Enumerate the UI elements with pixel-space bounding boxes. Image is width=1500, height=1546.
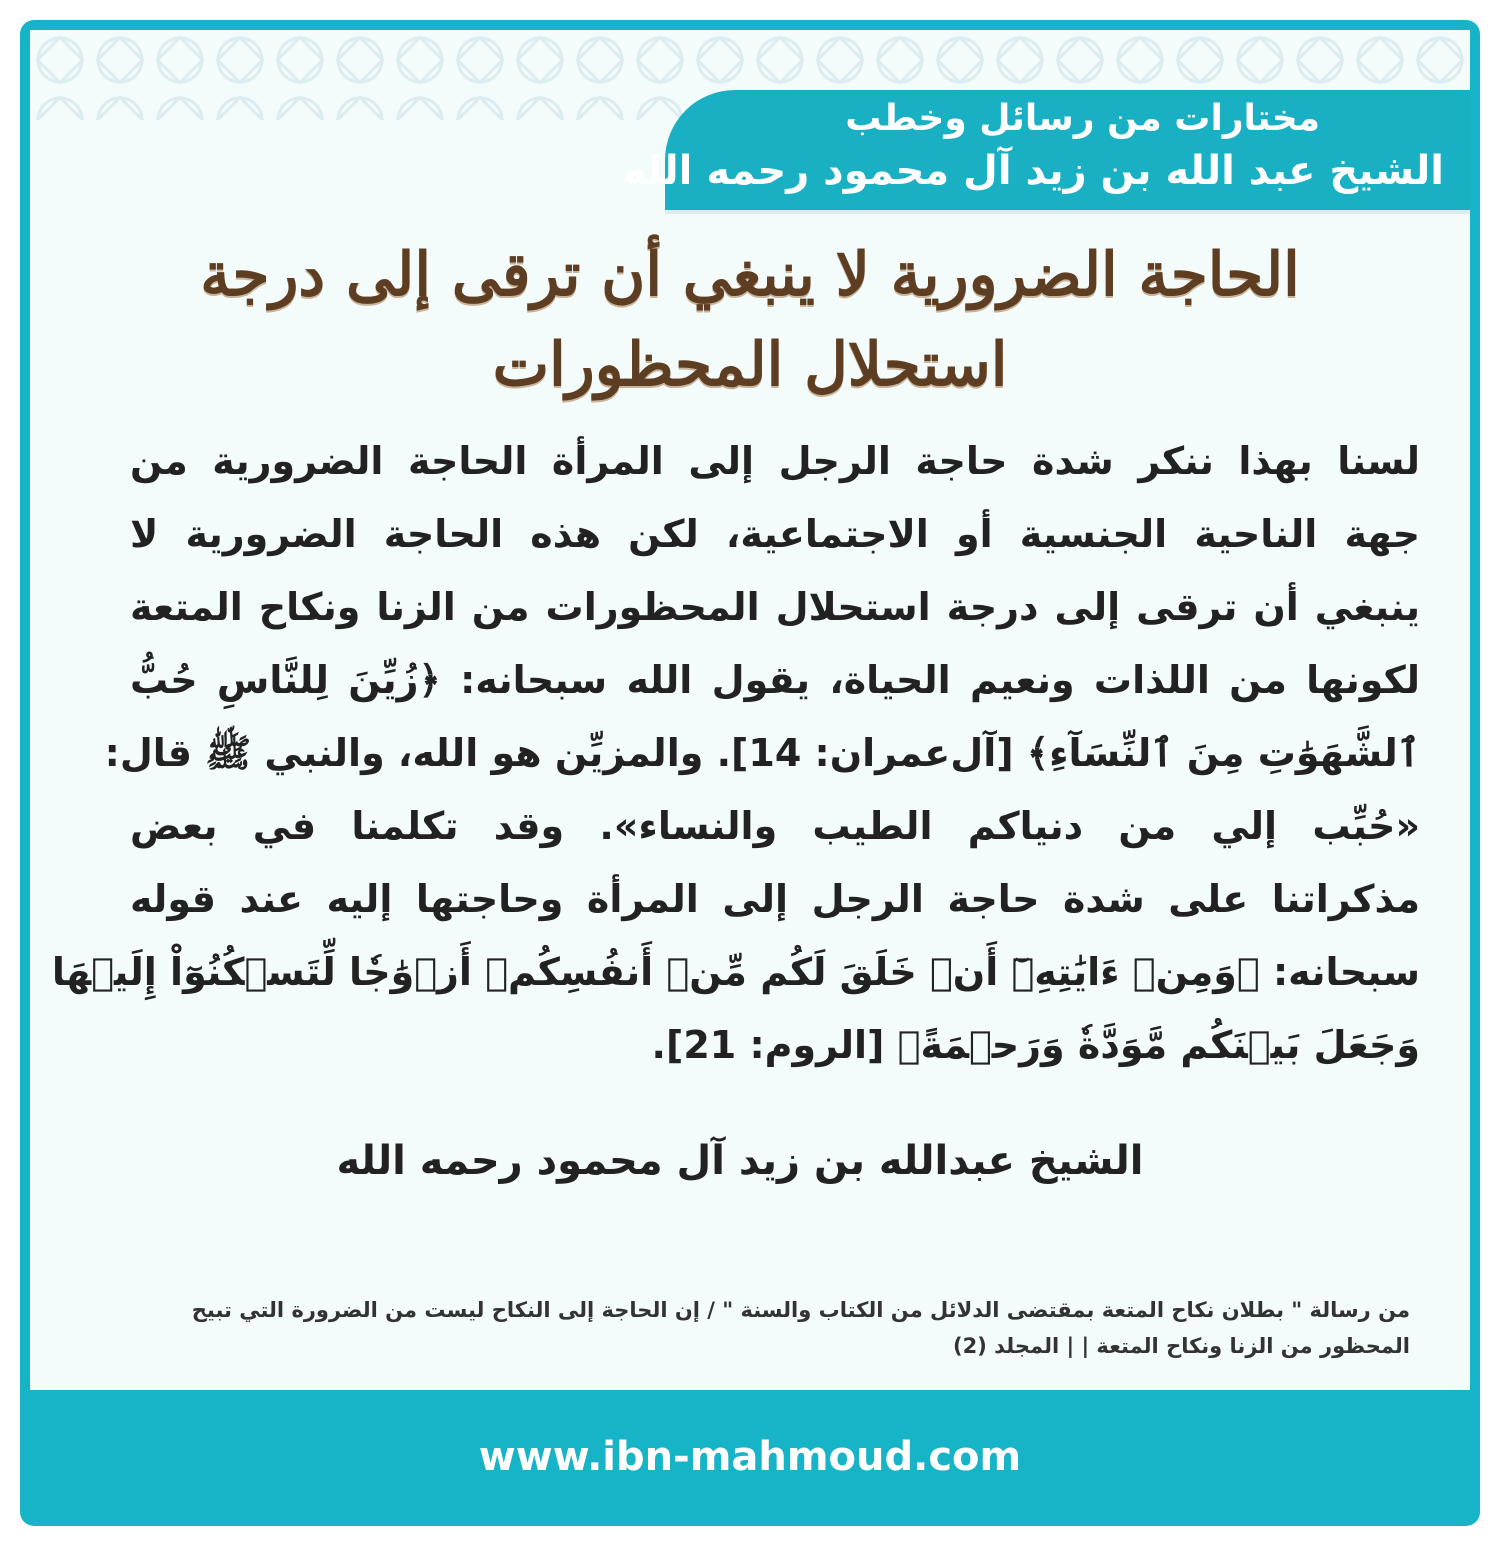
header-banner	[623, 90, 1470, 210]
body-line: ينبغي أن ترقى إلى درجة استحلال المحظورات من الزنا ونكاح المتعة	[130, 585, 1420, 629]
body-line: ٱلشَّهَوَٰتِ مِنَ ٱلنِّسَآءِ﴾ [آل‌عمران: 14]. والمزيِّن هو الله، والنبي ﷺ قال:	[104, 731, 1420, 775]
website-link[interactable]: www.ibn-mahmoud.com	[478, 1434, 1022, 1480]
page-title-line: استحلال المحظورات	[492, 330, 1008, 400]
body-line: وَجَعَلَ بَيۡنَكُم مَّوَدَّةٗ وَرَحۡمَةً﴾ [الروم: 21].	[651, 1023, 1420, 1067]
body-line: «حُبِّب إلي من دنياكم الطيب والنساء». وقد تكلمنا في بعض	[130, 804, 1420, 848]
content-panel	[30, 30, 1470, 1390]
source-line: من رسالة " بطلان نكاح المتعة بمقتضى الدلائل من الكتاب والسنة " / إن الحاجة إلى النكاح ليست من الضرورة التي تبيح	[191, 1298, 1410, 1322]
body-line: سبحانه: ﴿وَمِنۡ ءَايَٰتِهِۦٓ أَنۡ خَلَقَ لَكُم مِّنۡ أَنفُسِكُمۡ أَزۡوَٰجٗا لِّتَسۡكُنُوٓاْ إِلَيۡهَا	[51, 950, 1420, 994]
source-line: المحظور من الزنا ونكاح المتعة | | المجلد (2)	[953, 1334, 1410, 1358]
card-frame	[20, 20, 1480, 1526]
body-line: جهة الناحية الجنسية أو الاجتماعية، لكن هذه الحاجة الضرورية لا	[130, 512, 1420, 556]
body-line: لكونها من اللذات ونعيم الحياة، يقول الله سبحانه: ﴿زُيِّنَ لِلنَّاسِ حُبُّ	[130, 658, 1420, 702]
page-title-line: الحاجة الضرورية لا ينبغي أن ترقى إلى درجة	[200, 240, 1300, 310]
body-line: مذكراتنا على شدة حاجة الرجل إلى المرأة وحاجتها إليه عند قوله	[130, 877, 1420, 921]
page-title	[90, 230, 1410, 410]
body-line: لسنا بهذا ننكر شدة حاجة الرجل إلى المرأة الحاجة الضرورية من	[130, 439, 1420, 483]
article-body	[51, 425, 1420, 1082]
header-series-title: مختارات من رسائل وخطب	[845, 98, 1320, 139]
header-author-name: الشيخ عبد الله بن زيد آل محمود رحمه الله	[623, 148, 1444, 194]
author-signature: الشيخ عبدالله بن زيد آل محمود رحمه الله	[336, 1138, 1144, 1184]
source-citation	[110, 1292, 1410, 1364]
